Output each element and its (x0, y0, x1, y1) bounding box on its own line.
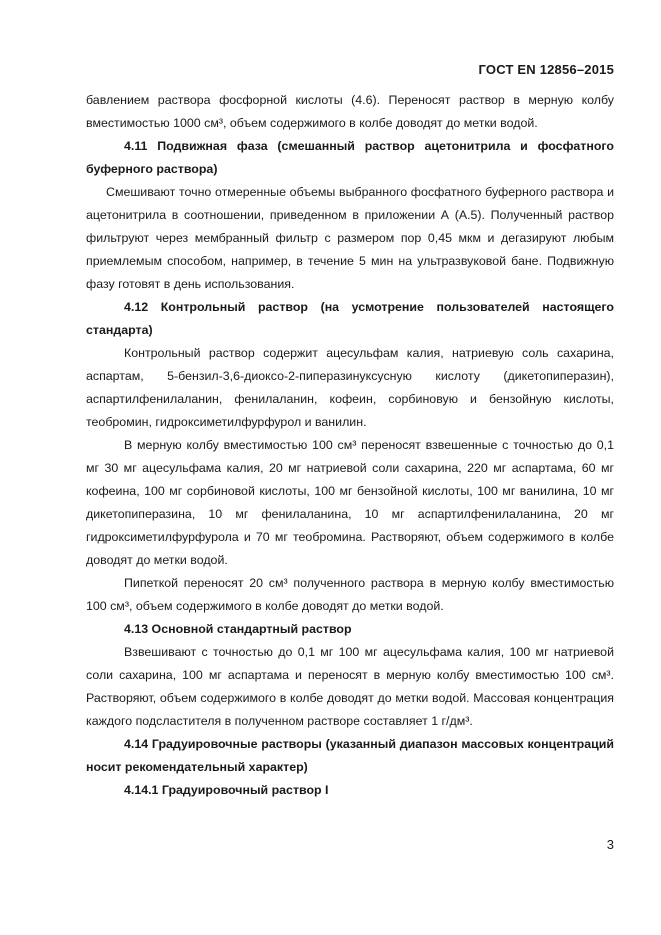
paragraph-stock-solution: Взвешивают с точностью до 0,1 мг 100 мг ацесульфама калия, 100 мг натриевой соли сахарина, 100 мг аспартама и переносят в мерную колбу вместимостью 100 см³. Растворяют, объем содержимого в колбе доводят до метки водой. Массовая концентрация каждого подсластителя в полученном растворе составляет 1 г/дм³. (86, 645, 614, 728)
paragraph-pipette-transfer: Пипеткой переносят 20 см³ полученного раствора в мерную колбу вместимостью 100 см³, объем содержимого в колбе доводят до метки водой. (86, 576, 614, 613)
page-number: 3 (606, 837, 614, 852)
document-body (86, 89, 614, 802)
section-heading-4-11: 4.11 Подвижная фаза (смешанный раствор ацетонитрила и фосфатного буферного раствора) (86, 139, 614, 176)
standard-header: ГОСТ EN 12856–2015 (478, 62, 614, 77)
section-heading-4-14-1: 4.14.1 Градуировочный раствор I (124, 783, 329, 797)
section-heading-4-14: 4.14 Градуировочные растворы (указанный диапазон массовых концентраций носит рекомендательный характер) (86, 737, 614, 774)
paragraph-mobile-phase: Смешивают точно отмеренные объемы выбранного фосфатного буферного раствора и ацетонитрила в соотношении, приведенном в приложении А (А.5). Полученный раствор фильтруют через мембранный фильтр с размером пор 0,45 мкм и дегазируют любым приемлемым способом, например, в течение 5 мин на ультразвуковой бане. Подвижную фазу готовят в день использования. (86, 185, 614, 291)
section-heading-4-13: 4.13 Основной стандартный раствор (124, 622, 352, 636)
paragraph-control-solution: Контрольный раствор содержит ацесульфам калия, натриевую соль сахарина, аспартам, 5-бензил-3,6-диоксо-2-пиперазинуксусную кислоту (дикетопиперазин), аспартилфенилаланин, фенилаланин, кофеин, сорбиновую и бензойную кислоты, теобромин, гидроксиметилфурфурол и ванилин. (86, 346, 614, 429)
section-heading-4-12: 4.12 Контрольный раствор (на усмотрение пользователей настоящего стандарта) (86, 300, 614, 337)
paragraph-control-preparation: В мерную колбу вместимостью 100 см³ переносят взвешенные с точностью до 0,1 мг 30 мг ацесульфама калия, 20 мг натриевой соли сахарина, 220 мг аспартама, 60 мг кофеина, 100 мг сорбиновой кислоты, 100 мг бензойной кислоты, 100 мг ванилина, 10 мг дикетопиперазина, 10 мг фенилаланина, 10 мг аспартилфенилаланина, 20 мг гидроксиметилфурфурола и 70 мг теобромина. Растворяют, объем содержимого в колбе доводят до метки водой. (86, 438, 614, 567)
paragraph-continuation: бавлением раствора фосфорной кислоты (4.6). Переносят раствор в мерную колбу вместимостью 1000 см³, объем содержимого в колбе доводят до метки водой. (86, 93, 614, 130)
